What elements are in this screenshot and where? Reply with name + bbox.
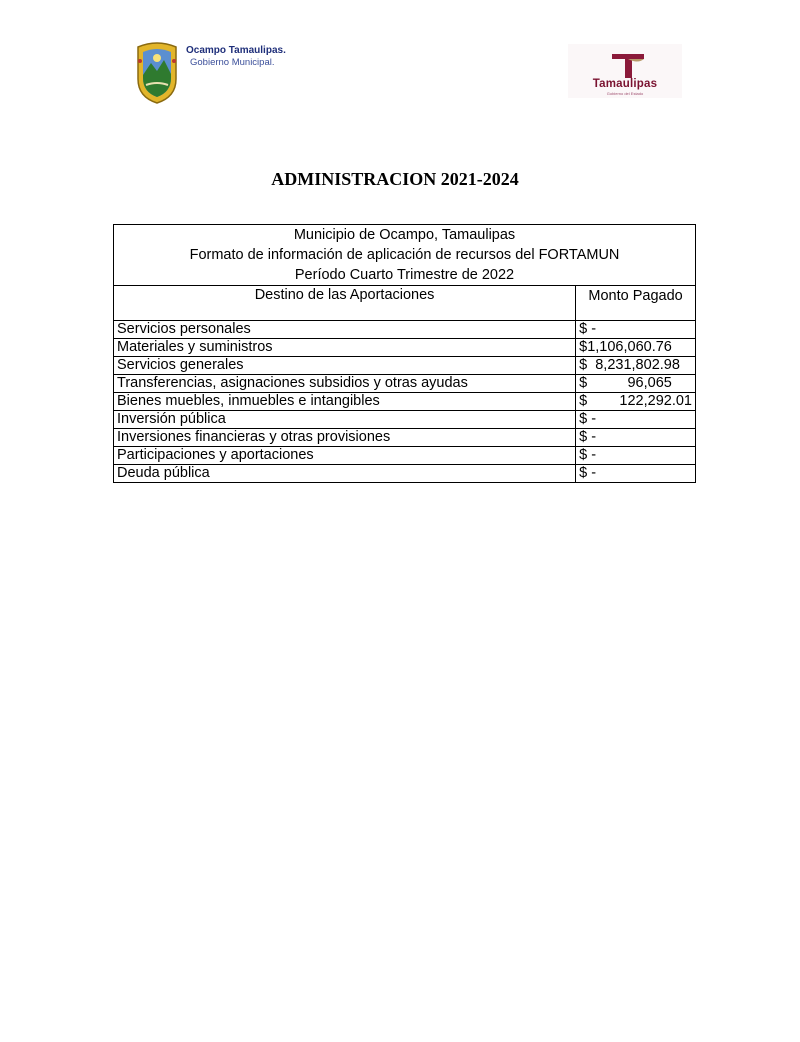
table-row: [114, 339, 696, 357]
row-concept: Transferencias, asignaciones subsidios y otras ayudas: [114, 375, 576, 393]
page-title: ADMINISTRACION 2021-2024: [271, 169, 519, 189]
row-amount: $ -: [576, 321, 696, 339]
row-amount: $ 8,231,802.98: [576, 357, 696, 375]
row-amount: $1,106,060.76: [576, 339, 696, 357]
row-concept: Servicios personales: [114, 321, 576, 339]
tamaulipas-t-icon: [608, 50, 648, 80]
row-concept: Inversiones financieras y otras provisiones: [114, 429, 576, 447]
table-row: [114, 411, 696, 429]
row-concept: Participaciones y aportaciones: [114, 447, 576, 465]
table-row: [114, 375, 696, 393]
row-amount: $ 122,292.01: [576, 393, 696, 411]
table-row: [114, 393, 696, 411]
row-concept: Inversión pública: [114, 411, 576, 429]
column-header-amount: Monto Pagado: [576, 286, 696, 321]
table-row: [114, 429, 696, 447]
municipality-title: Ocampo Tamaulipas.: [186, 45, 286, 56]
table-row: [114, 447, 696, 465]
table-header: [114, 225, 696, 286]
row-amount: $ -: [576, 429, 696, 447]
table-row: [114, 357, 696, 375]
table-row: [114, 465, 696, 483]
column-header-destination: Destino de las Aportaciones: [114, 286, 576, 321]
row-amount: $ -: [576, 411, 696, 429]
header-line-period: Período Cuarto Trimestre de 2022: [294, 267, 515, 283]
municipal-crest-icon: [134, 41, 180, 104]
municipality-name: [186, 45, 286, 69]
state-logo: [568, 44, 682, 98]
municipality-subtitle: Gobierno Municipal.: [190, 57, 275, 68]
state-logo-subtext: Gobierno del Estado: [606, 91, 644, 96]
row-concept: Servicios generales: [114, 357, 576, 375]
row-concept: Bienes muebles, inmuebles e intangibles: [114, 393, 576, 411]
row-concept: Deuda pública: [114, 465, 576, 483]
state-logo-text: Tamaulipas: [592, 78, 658, 90]
row-concept: Materiales y suministros: [114, 339, 576, 357]
row-amount: $ -: [576, 447, 696, 465]
fortamun-table: [113, 224, 696, 483]
table-row: [114, 321, 696, 339]
row-amount: $ 96,065: [576, 375, 696, 393]
header-line-municipality: Municipio de Ocampo, Tamaulipas: [293, 227, 516, 243]
header-line-format: Formato de información de aplicación de recursos del FORTAMUN: [189, 247, 620, 263]
row-amount: $ -: [576, 465, 696, 483]
